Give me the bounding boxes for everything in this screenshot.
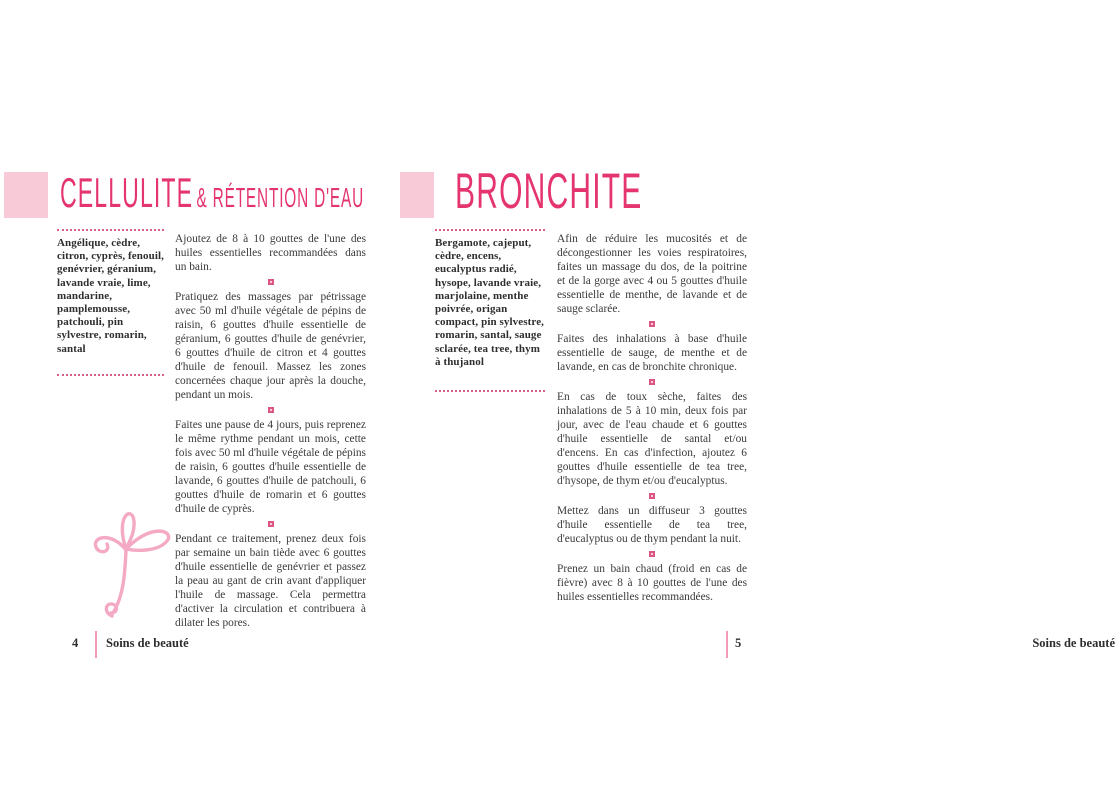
paragraph: Faites des inhalations à base d'huile essentielle de sauge, de menthe et de lavande, en cas de bronchite chronique. <box>557 333 747 373</box>
page-title <box>60 169 365 216</box>
paragraph: Afin de réduire les mucosités et de décongestionner les voies respiratoires, faites un massage du dos, de la poitrine et de la gorge avec 4 ou 5 gouttes d'huile essentielle de menthe, de lavande et de sauge sclarée. <box>557 233 747 315</box>
essential-oils-list: Bergamote, cajeput, cèdre, encens, eucalyptus radié, hysope, lavande vraie, marjolaine, menthe poivrée, origan compact, pin sylvestre, romarin, santal, sauge sclarée, tea tree, thym à thujanol <box>435 237 545 368</box>
paragraph-separator-icon <box>268 279 274 285</box>
paragraph-separator-icon <box>268 521 274 527</box>
paragraph: Ajoutez de 8 à 10 gouttes de l'une des huiles essentielles recommandées dans un bain. <box>175 233 366 273</box>
body-text <box>175 232 366 630</box>
section-label: Soins de beauté <box>1032 636 1115 650</box>
dotted-rule <box>57 374 164 376</box>
corner-accent-square <box>4 172 48 218</box>
corner-accent-square <box>400 172 434 218</box>
dotted-rule <box>435 229 545 231</box>
paragraph: En cas de toux sèche, faites des inhalations de 5 à 10 min, deux fois par jour, avec de l'eau chaude et 6 gouttes d'huile essentielle de santal et/ou d'encens. En cas d'infection, ajoutez 6 gouttes d'huile essentielle de tea tree, d'hysope, de thym et/ou d'eucalyptus. <box>557 391 747 487</box>
paragraph: Mettez dans un diffuseur 3 gouttes d'huile essentielle de tea tree, d'eucalyptus ou de thym pendant la nuit. <box>557 505 747 545</box>
paragraph-separator-icon <box>268 407 274 413</box>
paragraph: Pendant ce traitement, prenez deux fois par semaine un bain tiède avec 6 gouttes d'huile essentielle de genévrier et passez la peau au gant de crin avant d'appliquer l'huile de massage. Cela permettra d'activer la circulation et contribuera à dilater les pores. <box>175 533 366 629</box>
dotted-rule <box>57 229 164 231</box>
page-title-main: BRONCHITE <box>455 163 643 219</box>
paragraph-separator-icon <box>649 551 655 557</box>
page-title <box>455 163 646 219</box>
paragraph-separator-icon <box>649 379 655 385</box>
paragraph: Pratiquez des massages par pétrissage avec 50 ml d'huile végétale de pépins de raisin, 6 gouttes d'huile essentielle de géranium, 6 gouttes d'huile de genévrier, 6 gouttes d'huile de citron et 4 gouttes d'huile de fenouil. Massez les zones concernées chaque jour après la douche, pendant un mois. <box>175 291 366 401</box>
paragraph: Prenez un bain chaud (froid en cas de fièvre) avec 8 à 10 gouttes de l'une des huiles essentielles recommandées. <box>557 563 747 603</box>
footer-divider <box>726 631 728 658</box>
paragraph: Faites une pause de 4 jours, puis reprenez le même rythme pendant un mois, cette fois avec 50 ml d'huile végétale de pépins de raisin, 6 gouttes d'huile essentielle de lavande, 6 gouttes d'huile de patchouli, 6 gouttes d'huile de romarin et 6 gouttes d'huile de cyprès. <box>175 419 366 515</box>
essential-oils-list: Angélique, cèdre, citron, cyprès, fenouil, genévrier, géranium, lavande vraie, lime, mandarine, pamplemousse, patchouli, pin sylvestre, romarin, santal <box>57 237 164 355</box>
footer-divider <box>95 631 97 658</box>
paragraph-separator-icon <box>649 493 655 499</box>
flourish-icon <box>72 500 172 620</box>
page-right <box>400 0 1115 800</box>
page-number: 5 <box>735 636 742 650</box>
page-title-suffix: & RÉTENTION D'EAU <box>196 182 365 213</box>
paragraph-separator-icon <box>649 321 655 327</box>
section-label: Soins de beauté <box>106 636 189 650</box>
page-title-main: CELLULITE <box>60 169 194 216</box>
page-number: 4 <box>72 636 79 650</box>
page-left <box>0 0 400 800</box>
dotted-rule <box>435 390 545 392</box>
body-text <box>557 232 747 604</box>
